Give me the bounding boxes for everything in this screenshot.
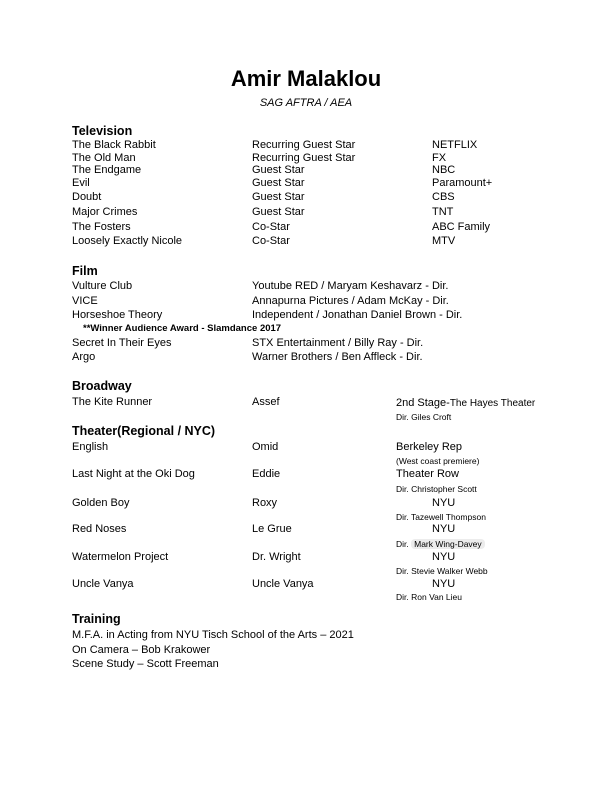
broadway-venue (396, 397, 535, 410)
theater-role: Le Grue (252, 523, 292, 535)
tv-title: Major Crimes (72, 206, 138, 218)
theater-detail: Dir. Stevie Walker Webb (396, 566, 488, 576)
tv-network: CBS (432, 191, 455, 203)
tv-network: Paramount+ (432, 177, 493, 189)
theater-title: English (72, 441, 109, 453)
tv-network: ABC Family (432, 221, 491, 233)
broadway-heading: Broadway (72, 379, 132, 393)
tv-title: The Fosters (72, 221, 131, 233)
training-item: Scene Study – Scott Freeman (72, 658, 219, 670)
highlighted-director: Mark Wing-Davey (411, 539, 485, 549)
broadway-venue-prefix: 2nd Stage- (396, 397, 450, 409)
theater-role: Dr. Wright (252, 551, 301, 563)
tv-network: MTV (432, 235, 456, 247)
tv-title: Doubt (72, 191, 102, 203)
tv-role: Recurring Guest Star (252, 152, 356, 164)
tv-title: The Endgame (72, 164, 142, 176)
theater-detail (396, 539, 485, 549)
theater-detail: Dir. Tazewell Thompson (396, 512, 486, 522)
tv-title: The Old Man (72, 152, 136, 164)
tv-network: TNT (432, 206, 454, 218)
film-credit: STX Entertainment / Billy Ray - Dir. (252, 337, 424, 349)
theater-role: Roxy (252, 497, 278, 509)
tv-role: Recurring Guest Star (252, 139, 356, 151)
theater-venue: Berkeley Rep (396, 441, 463, 453)
theater-venue: NYU (432, 578, 456, 590)
theater-title: Uncle Vanya (72, 578, 134, 590)
theater-role: Omid (252, 441, 279, 453)
film-credit: Youtube RED / Maryam Keshavarz - Dir. (252, 280, 449, 292)
film-title: Argo (72, 351, 96, 363)
tv-role: Co-Star (252, 235, 290, 247)
theater-detail: Dir. Ron Van Lieu (396, 592, 462, 602)
theater-detail-prefix: Dir. (396, 539, 409, 549)
film-credit: Independent / Jonathan Daniel Brown - Dir. (252, 309, 463, 321)
theater-venue: NYU (432, 497, 456, 509)
tv-title: Evil (72, 177, 90, 189)
broadway-director: Dir. Giles Croft (396, 412, 452, 422)
union-affiliation: SAG AFTRA / AEA (259, 97, 353, 109)
theater-venue: NYU (432, 523, 456, 535)
tv-network: NBC (432, 164, 456, 176)
tv-role: Guest Star (252, 206, 305, 218)
tv-role: Guest Star (252, 191, 305, 203)
training-item: M.F.A. in Acting from NYU Tisch School of the Arts – 2021 (72, 629, 354, 641)
broadway-role: Assef (252, 396, 280, 408)
award-note: **Winner Audience Award - Slamdance 2017 (83, 323, 282, 334)
theater-role: Eddie (252, 468, 281, 480)
theater-heading: Theater(Regional / NYC) (72, 424, 216, 438)
theater-venue: Theater Row (396, 468, 459, 480)
theater-detail: Dir. Christopher Scott (396, 484, 477, 494)
tv-network: NETFLIX (432, 139, 478, 151)
theater-role: Uncle Vanya (252, 578, 314, 590)
film-title: Horseshoe Theory (72, 309, 163, 321)
film-title: Secret In Their Eyes (72, 337, 172, 349)
tv-role: Guest Star (252, 177, 305, 189)
tv-network: FX (432, 152, 447, 164)
film-credit: Annapurna Pictures / Adam McKay - Dir. (252, 295, 449, 307)
broadway-title: The Kite Runner (72, 396, 153, 408)
actor-name: Amir Malaklou (230, 66, 382, 91)
film-title: VICE (72, 295, 98, 307)
theater-detail: (West coast premiere) (396, 456, 480, 466)
theater-title: Golden Boy (72, 497, 130, 509)
film-credit: Warner Brothers / Ben Affleck - Dir. (252, 351, 423, 363)
television-heading: Television (72, 124, 133, 138)
tv-title: Loosely Exactly Nicole (72, 235, 183, 247)
theater-title: Last Night at the Oki Dog (72, 468, 195, 480)
theater-title: Red Noses (72, 523, 127, 535)
film-title: Vulture Club (72, 280, 133, 292)
training-item: On Camera – Bob Krakower (72, 644, 211, 656)
broadway-venue-name: The Hayes Theater (449, 398, 536, 409)
tv-title: The Black Rabbit (72, 139, 156, 151)
film-heading: Film (72, 264, 98, 278)
theater-venue: NYU (432, 551, 456, 563)
theater-title: Watermelon Project (72, 551, 169, 563)
tv-role: Co-Star (252, 221, 290, 233)
tv-role: Guest Star (252, 164, 305, 176)
training-heading: Training (72, 612, 121, 626)
